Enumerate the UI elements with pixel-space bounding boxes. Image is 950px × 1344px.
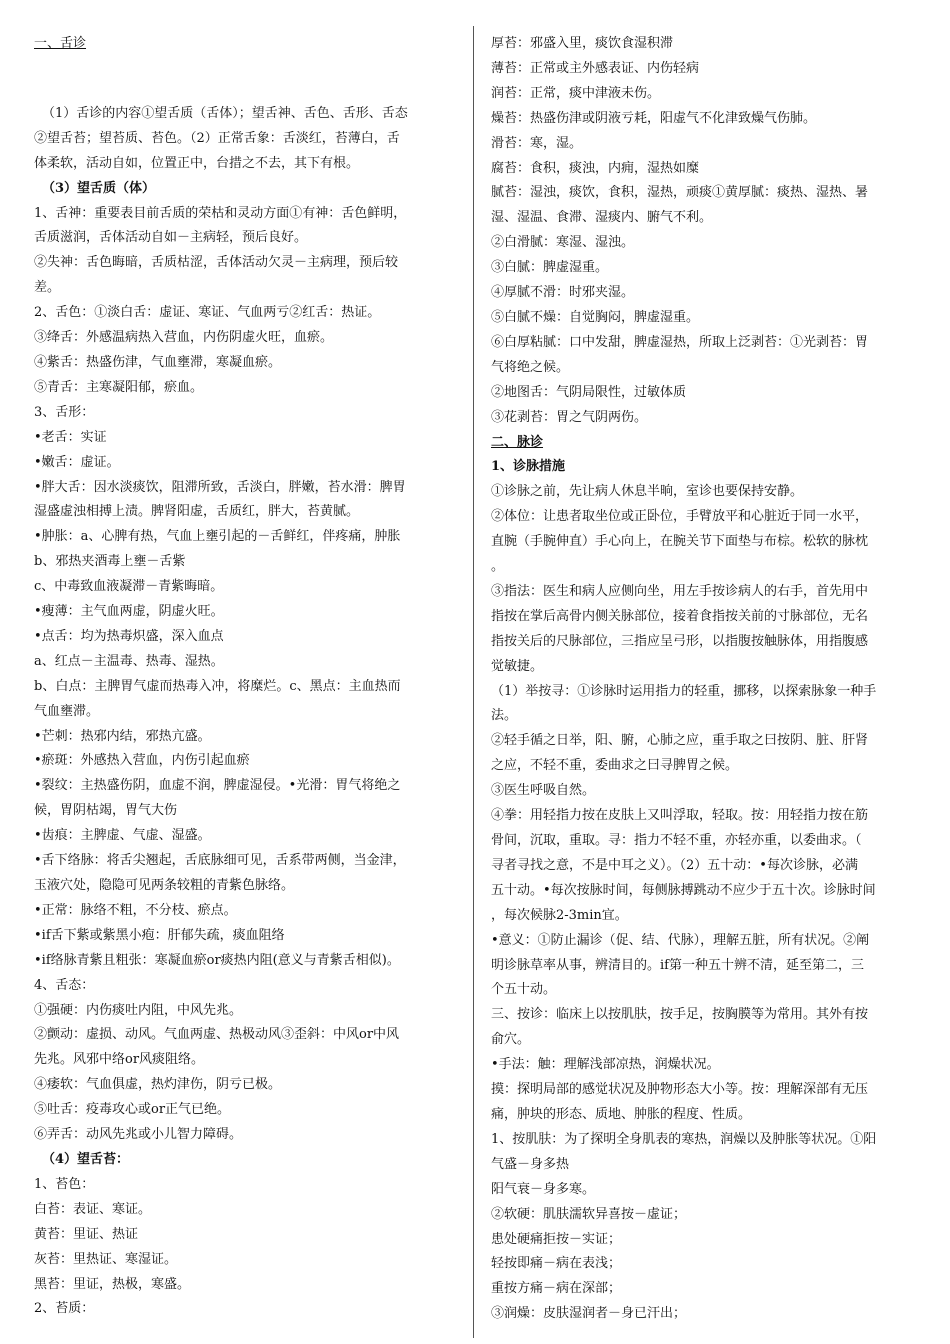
- right-text-line: ①诊脉之前，先让病人休息半晌，室诊也要保持安静。: [491, 484, 804, 500]
- left-text-line: •裂纹：主热盛伤阴，血虚不润，脾虚湿侵。•光滑：胃气将绝之: [34, 778, 401, 794]
- right-text-line: 直腕（手腕伸直）手心向上，在腕关节下面垫与布棕。松软的脉枕: [491, 534, 869, 550]
- left-text-line: 3、舌形：: [34, 404, 95, 420]
- left-text-line: 2、苔质：: [34, 1301, 95, 1317]
- right-text-line: 气盛－身多热: [491, 1156, 570, 1172]
- left-text-line: （4）望舌苔：: [42, 1151, 130, 1167]
- right-text-line: 痛，肿块的形态、质地、肿胀的程度、性质。: [491, 1106, 752, 1122]
- right-text-line: 气将绝之候。: [491, 359, 570, 375]
- left-text-line: •肿胀：a、心脾有热，气血上壅引起的－舌鲜红，伴疼痛，肿胀: [34, 529, 401, 545]
- left-text-line: 舌质滋润，舌体活动自如－主病轻，预后良好。: [34, 230, 308, 246]
- right-text-line: 厚苔：邪盛入里，痰饮食湿积滞: [491, 36, 674, 51]
- left-text-line: 先兆。风邪中络or风痰阻络。: [34, 1052, 205, 1068]
- left-text-line: •正常：脉络不粗，不分枝、瘀点。: [34, 902, 237, 918]
- left-text-line: •嫩舌：虚证。: [34, 454, 120, 470]
- left-text-line: 1、苔色：: [34, 1176, 95, 1192]
- column-divider: [473, 26, 474, 1338]
- right-text-line: 摸：探明局部的感觉状况及肿物形态大小等。按：理解深部有无压: [491, 1082, 869, 1098]
- right-text-block: [491, 32, 917, 1327]
- left-text-line: ⑤青舌：主寒凝阳郁，瘀血。: [34, 379, 204, 395]
- left-text-line: b、白点：主脾胃气虚而热毒入冲，将糜烂。c、黑点：主血热而: [34, 678, 401, 694]
- left-text-line: 黑苔：里证，热极，寒盛。: [34, 1276, 191, 1292]
- right-text-line: ④拳：用轻指力按在皮肤上又叫浮取，轻取。按：用轻指力按在筋: [491, 808, 869, 824]
- right-text-line: 之应，不轻不重，委曲求之曰寻脾胃之候。: [491, 758, 739, 774]
- right-text-line: ②轻手循之日举，阳、腑，心肺之应，重手取之曰按阴、脏、肝肾: [491, 733, 869, 749]
- left-text-line: ②颤动：虚损、动风。气血两虚、热极动风③歪斜：中风or中风: [34, 1027, 400, 1043]
- right-text-line: ③润燥：皮肤湿润者－身已汗出；: [491, 1306, 687, 1322]
- left-text-line: 白苔：表证、寒证。: [34, 1201, 152, 1217]
- left-text-line: （3）望舌质（体）: [42, 180, 156, 196]
- right-text-line: 患处硬痛拒按－实证；: [491, 1231, 622, 1247]
- right-text-line: 法。: [491, 708, 518, 724]
- right-text-line: 滑苔：寒，湿。: [491, 135, 583, 151]
- left-text-line: •if舌下紫或紫黑小疱：肝郁失疏，痰血阻络: [34, 927, 285, 943]
- right-text-line: ，每次候脉2-3min宜。: [491, 907, 628, 923]
- right-text-line: 骨间，沉取，重取。寻：指力不轻不重，亦轻亦重，以委曲求。（: [491, 833, 862, 848]
- left-text-line: •if络脉青紫且粗张：寒凝血瘀or痰热内阻(意义与青紫舌相似)。: [34, 952, 400, 968]
- right-text-line: 二、脉诊: [491, 434, 544, 450]
- right-text-line: 三、按诊：临床上以按肌肤，按手足，按胸膜等为常用。其外有按: [491, 1007, 869, 1023]
- right-text-line: 。: [491, 559, 505, 575]
- left-text-line: •舌下络脉：将舌尖翘起，舌底脉细可见，舌系带两侧，当金津，: [34, 853, 406, 869]
- right-text-line: （1）举按寻：①诊脉时运用指力的轻重，挪移，以探索脉象一种手: [491, 683, 877, 699]
- left-text-line: ②望舌苔；望苔质、苔色。（2）正常舌象：舌淡红，苔薄白，舌: [34, 130, 400, 146]
- left-text-line: 玉液穴处，隐隐可见两条较粗的青紫色脉络。: [34, 878, 295, 893]
- right-text-line: 阳气衰－身多寒。: [491, 1181, 596, 1197]
- right-text-line: 个五十动。: [491, 982, 557, 998]
- right-text-line: ③医生呼吸自然。: [491, 783, 596, 799]
- right-text-line: 薄苔：正常或主外感表证、内伤轻病: [491, 60, 700, 76]
- right-text-line: ⑥白厚粘腻：口中发甜，脾虚湿热，所取上泛剥苔：①光剥苔：胃: [491, 334, 869, 350]
- left-text-line: a、红点－主温毒、热毒、湿热。: [34, 653, 224, 669]
- left-text-line: •瘦薄：主气血两虚，阴虚火旺。: [34, 604, 224, 620]
- left-text-line: •瘀斑：外感热入营血，内伤引起血瘀: [34, 753, 250, 769]
- left-text-line: 2、舌色：①淡白舌：虚证、寒证、气血两亏②红舌：热证。: [34, 305, 381, 321]
- right-text-line: 觉敏捷。: [491, 658, 544, 674]
- left-text-line: •点舌：均为热毒炽盛，深入血点: [34, 628, 224, 644]
- left-text-line: ①强硬：内伤痰吐内阻，中风先兆。: [34, 1002, 243, 1018]
- right-text-line: 明诊脉草率从事，辨清目的。if第一种五十辨不清，延至第二，三: [491, 957, 864, 973]
- left-text-line: •胖大舌：因水淡痰饮，阻滞所致，舌淡白，胖嫩，苔水滑：脾胃: [34, 479, 406, 495]
- left-text-line: ⑤吐舌：疫毒攻心或or正气已绝。: [34, 1102, 231, 1118]
- left-text-line: ③绛舌：外感温病热入营血，内伤阴虚火旺，血瘀。: [34, 330, 334, 346]
- right-text-line: ②软硬：肌肤濡软异喜按－虚证；: [491, 1206, 687, 1222]
- right-text-line: 燥苔：热盛伤津或阴液亏耗，阳虚气不化津致燥气伤肺。: [491, 110, 817, 126]
- right-text-line: 润苔：正常，痰中津液未伤。: [491, 85, 661, 101]
- left-column: [34, 32, 454, 1322]
- left-text-line: 1、舌神：重要表目前舌质的荣枯和灵动方面①有神：舌色鲜明，: [34, 205, 407, 221]
- right-text-line: ②地图舌：气阴局限性，过敏体质: [491, 384, 687, 400]
- right-text-line: ③指法：医生和病人应侧向坐，用左手按诊病人的右手，首先用中: [491, 583, 869, 599]
- right-text-line: 指按在掌后高骨内侧关脉部位，接着食指按关前的寸脉部位，无名: [491, 608, 869, 624]
- right-text-line: 腐苔：食积，痰浊，内痈，湿热如糜: [491, 160, 700, 176]
- left-text-line: 湿盛虚浊相搏上渍。脾肾阳虚，舌质红，胖大，苔黄腻。: [34, 504, 360, 520]
- right-text-line: ③花剥苔：胃之气阴两伤。: [491, 409, 648, 425]
- right-text-line: 寻者寻找之意，不是中耳之义）。（2）五十动：•每次诊脉，必满: [491, 857, 858, 873]
- section-title-tongue-diagnosis: 一、舌诊: [34, 36, 87, 51]
- right-text-line: 腻苔：湿浊，痰饮，食积，湿热，顽痰①黄厚腻：痰热、湿热、暑: [491, 185, 869, 201]
- left-text-line: 体柔软，活动自如，位置正中，台措之不去，其下有根。: [34, 155, 360, 171]
- right-text-line: ④厚腻不滑：时邪夹湿。: [491, 285, 635, 301]
- right-text-line: 轻按即痛－病在表浅；: [491, 1256, 622, 1272]
- left-text-line: b、邪热夹酒毒上壅－舌紫: [34, 554, 186, 570]
- left-text-line: 4、舌态：: [34, 977, 95, 993]
- left-text-line: ②失神：舌色晦暗，舌质枯涩，舌体活动欠灵－主病理，预后较: [34, 255, 399, 271]
- spacer: [34, 57, 454, 102]
- left-text-block: [34, 102, 454, 1322]
- right-text-line: ②白滑腻：寒湿、湿浊。: [491, 235, 635, 251]
- left-text-line: 候，胃阴枯竭，胃气大伤: [34, 803, 178, 819]
- right-text-line: 五十动。•每次按脉时间，每侧脉搏跳动不应少于五十次。诊脉时间: [491, 882, 876, 898]
- right-text-line: 指按关后的尺脉部位，三指应呈弓形，以指腹按触脉体，用指腹感: [491, 633, 869, 649]
- right-text-line: •手法：触：理解浅部凉热，润燥状况。: [491, 1057, 720, 1073]
- left-text-line: 灰苔：里热证、寒湿证。: [34, 1251, 178, 1267]
- right-text-line: 重按方痛－病在深部；: [491, 1281, 622, 1297]
- left-text-line: ⑥弄舌：动风先兆或小儿智力障碍。: [34, 1127, 243, 1143]
- left-text-line: 气血壅滞。: [34, 703, 100, 719]
- left-text-line: •芒刺：热邪内结，邪热亢盛。: [34, 728, 211, 744]
- left-text-line: c、中毒致血液凝滞－青紫晦暗。: [34, 579, 224, 595]
- right-text-line: ⑤白腻不燥：自觉胸闷，脾虚湿重。: [491, 309, 700, 325]
- left-text-line: （1）舌诊的内容①望舌质（舌体）；望舌神、舌色、舌形、舌态: [42, 105, 408, 121]
- left-text-line: 黄苔：里证、热证: [34, 1226, 139, 1242]
- left-text-line: ④紫舌：热盛伤津，气血壅滞，寒凝血瘀。: [34, 354, 282, 370]
- right-text-line: ②体位：让患者取坐位或正卧位，手臂放平和心脏近于同一水平，: [491, 509, 869, 525]
- right-text-line: 湿、湿温、食滞、湿痰内、腑气不利。: [491, 210, 713, 226]
- right-text-line: ③白腻：脾虚湿重。: [491, 260, 609, 276]
- right-column: [491, 32, 917, 1327]
- right-text-line: 1、按肌肤：为了探明全身肌表的寒热，润燥以及肿胀等状况。①阳: [491, 1131, 877, 1147]
- left-text-line: •老舌：实证: [34, 429, 107, 445]
- right-text-line: 俞穴。: [491, 1032, 531, 1048]
- left-text-line: •齿痕：主脾虚、气虚、湿盛。: [34, 828, 211, 844]
- right-text-line: •意义：①防止漏诊（促、结、代脉），理解五脏，所有状况。②阐: [491, 932, 870, 948]
- left-text-line: ④痿软：气血俱虚，热灼津伤，阴亏已极。: [34, 1077, 282, 1093]
- right-text-line: 1、诊脉措施: [491, 459, 566, 475]
- left-text-line: 差。: [34, 280, 61, 296]
